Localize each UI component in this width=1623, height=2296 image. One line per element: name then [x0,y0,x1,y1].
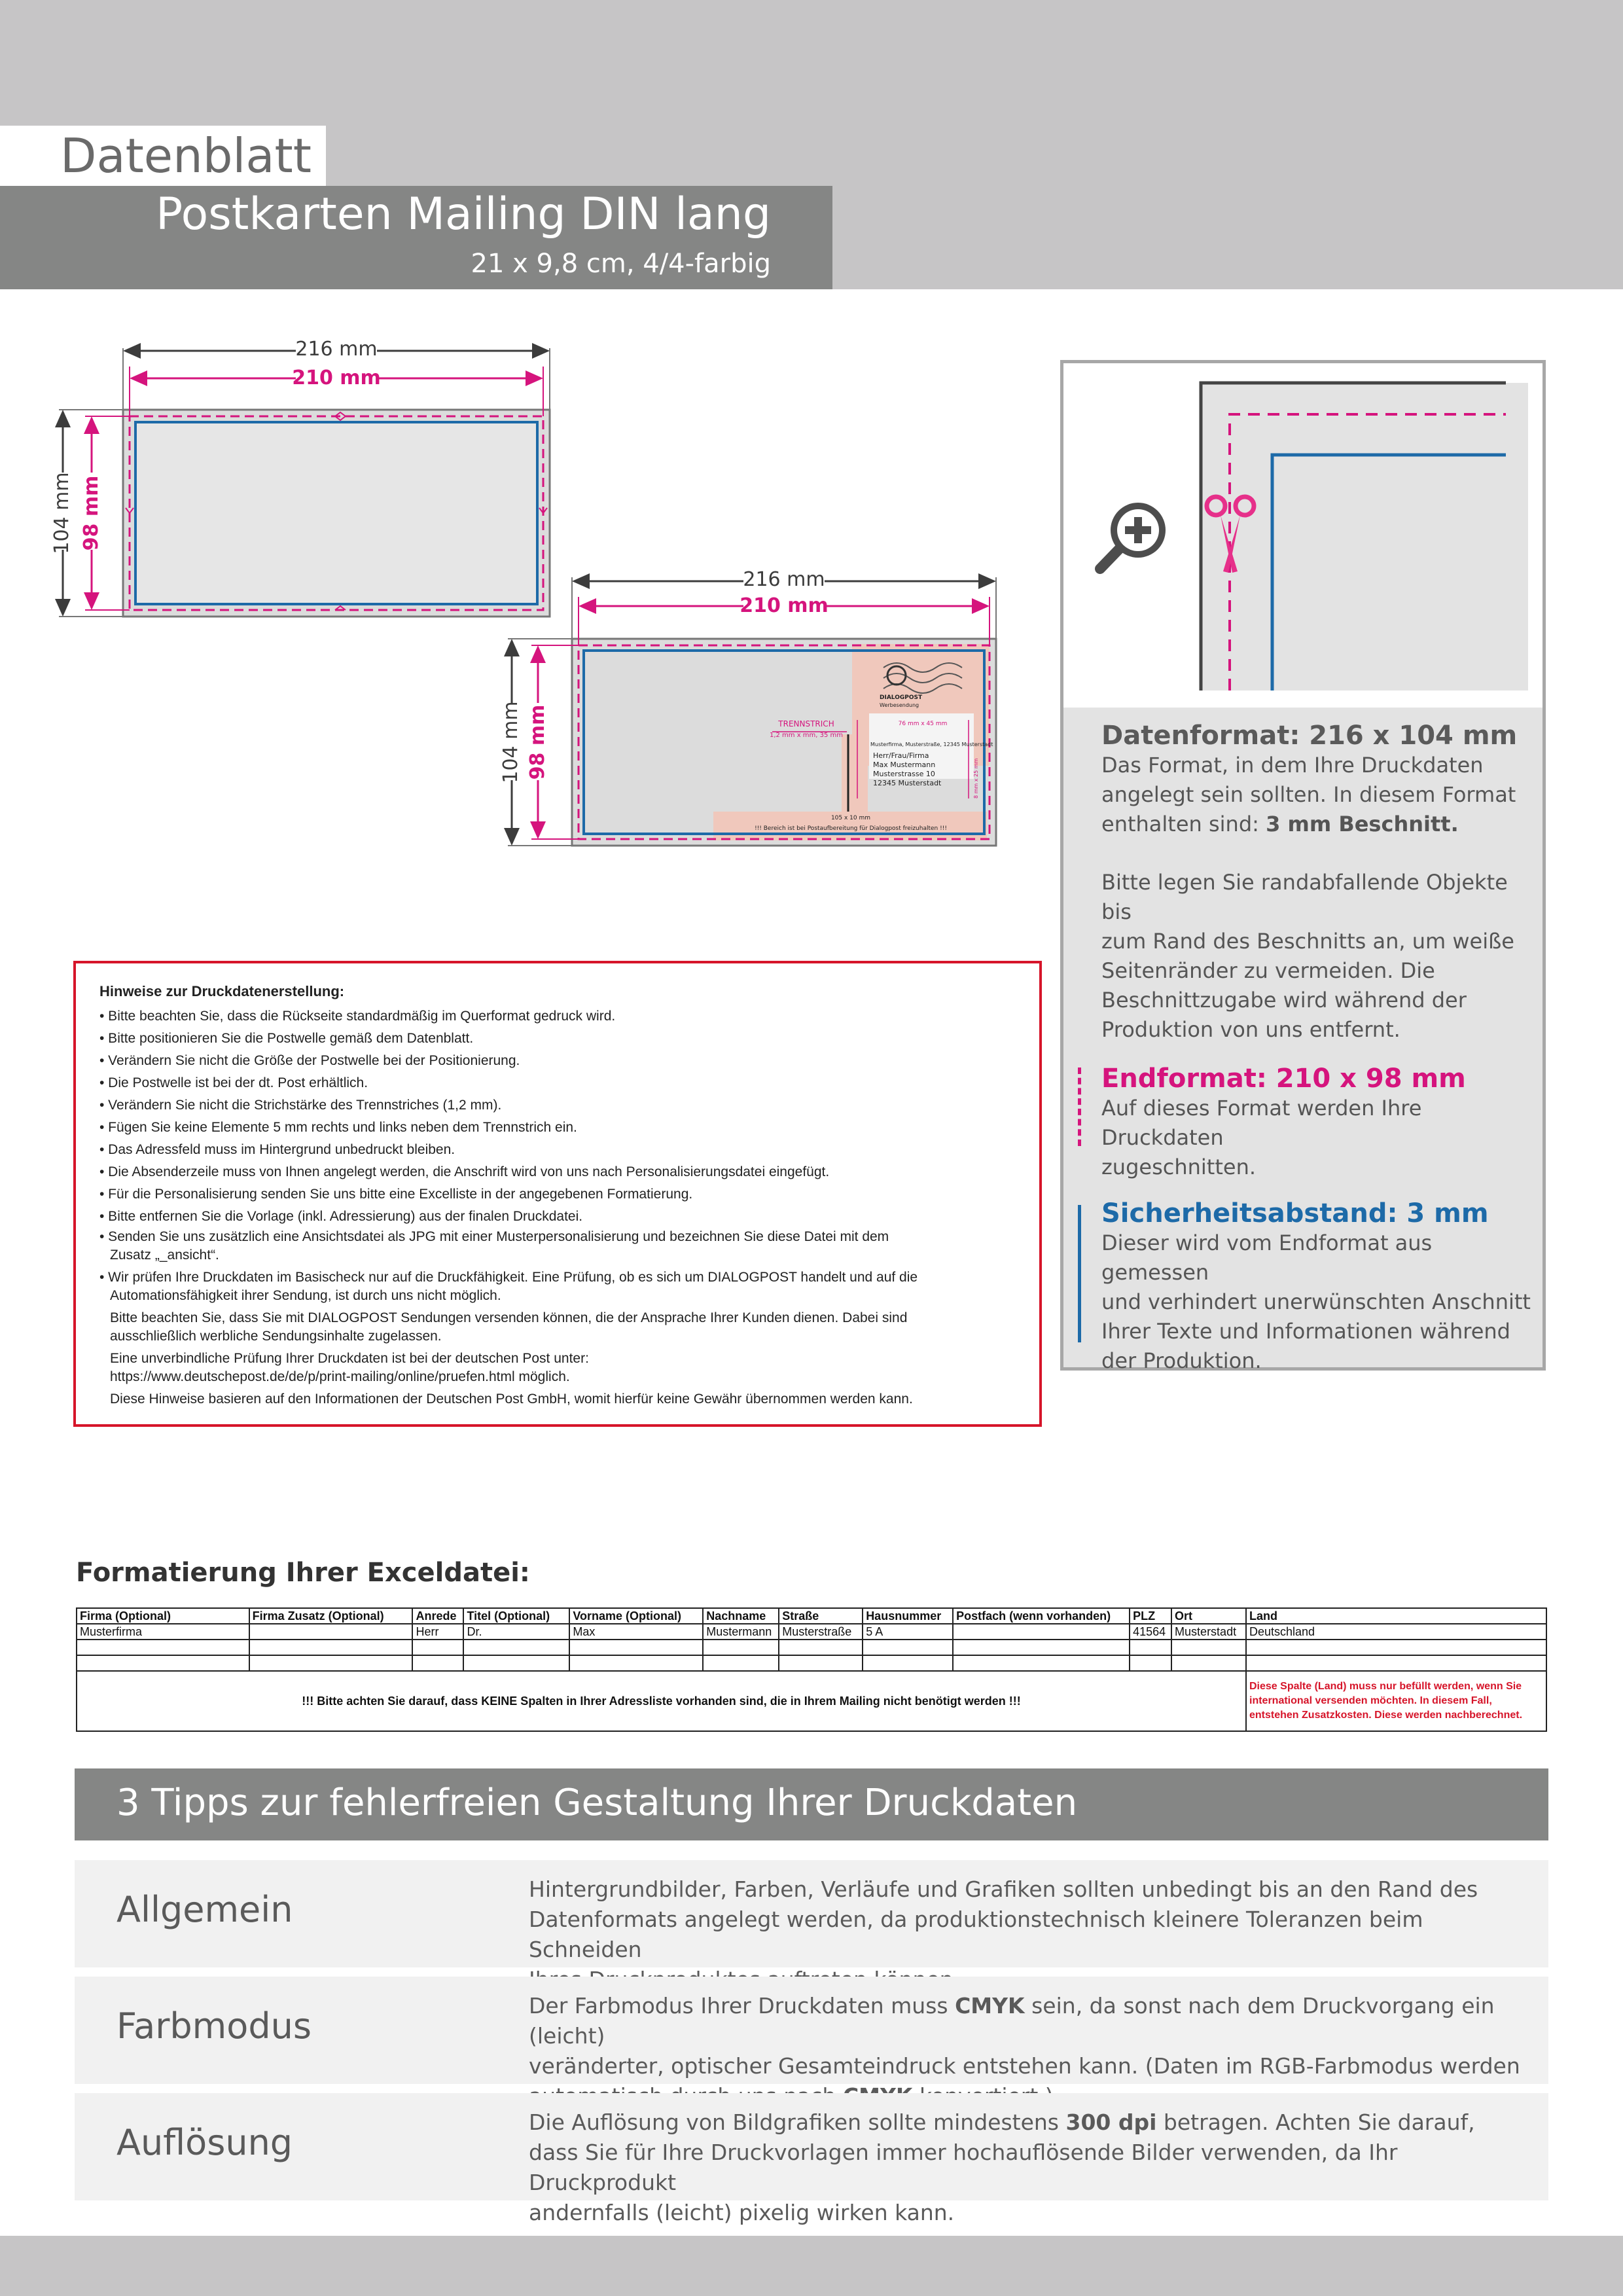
footer-dim: 105 x 10 mm [830,815,871,821]
excel-header-cell: Ort [1171,1608,1246,1624]
bleed-line-2: zum Rand des Beschnitts an, um weiße [1101,929,1514,954]
back-outer-height: 104 mm [499,701,522,783]
excel-cell: Herr [412,1624,463,1640]
hint-item: • Bitte entfernen Sie die Vorlage (inkl. Adressierung) aus der finalen Druckdatei. [99,1209,583,1224]
hints-title: Hinweise zur Druckdatenerstellung: [99,983,345,999]
sicherheit-line-3: Ihrer Texte und Informationen während [1101,1319,1510,1344]
tip-line: veränderter, optischer Gesamteindruck entstehen kann. (Daten im RGB-Farbmodus werden [529,2053,1520,2079]
excel-header-cell: Titel (Optional) [463,1608,569,1624]
datenformat-bold: 3 mm Beschnitt. [1266,812,1459,836]
excel-cell: Musterfirma [77,1624,249,1640]
hint-item: • Bitte beachten Sie, dass die Rückseite standardmäßig im Querformat gedruck wird. [99,1009,616,1024]
datenformat-line-2: angelegt sein sollten. In diesem Format [1101,782,1516,807]
excel-cell [249,1624,413,1640]
excel-header-cell: Vorname (Optional) [569,1608,703,1624]
tip-line: andernfalls (leicht) pixelig wirken kann. [529,2200,955,2225]
address-dim: 8 mm x 25 mm [973,758,979,798]
back-outer-width: 216 mm [743,568,825,591]
front-outer-width: 216 mm [295,338,378,361]
address-line-1: Herr/Frau/Firma [873,751,929,760]
hint-extra: Eine unverbindliche Prüfung Ihrer Druckdaten ist bei der deutschen Post unter: [110,1351,589,1366]
hint-extra: Diese Hinweise basieren auf den Informationen der Deutschen Post GmbH, womit hierfür keine Gewähr übernommen werden kann. [110,1391,913,1407]
hint-extra: Bitte beachten Sie, dass Sie mit DIALOGPOST Sendungen versenden können, die der Ansprache Ihrer Kunden dienen. Dabei sind [110,1310,908,1325]
postwelle-sub: Werbesendung [880,702,919,708]
sicherheit-line-2: und verhindert unerwünschten Anschnitt [1101,1289,1531,1314]
hint-item-check-cont: Automationsfähigkeit ihrer Sendung, ist durch uns nicht möglich. [110,1288,501,1303]
excel-empty-row [77,1655,1546,1671]
hint-link: https://www.deutschepost.de/de/p/print-mailing/online/pruefen.html möglich. [110,1369,570,1384]
excel-header-cell: Firma Zusatz (Optional) [249,1608,413,1624]
address-line-4: 12345 Musterstadt [873,779,942,787]
endformat-heading: Endformat: 210 x 98 mm [1101,1064,1466,1094]
tip-label: Allgemein [116,1889,293,1930]
endformat-line-1: Auf dieses Format werden Ihre Druckdaten [1101,1096,1422,1150]
excel-header-cell: Firma (Optional) [77,1608,249,1624]
hint-item-check: • Wir prüfen Ihre Druckdaten im Basischeck nur auf die Druckfähigkeit. Eine Prüfung, ob es sich um DIALOGPOST handelt und auf die [99,1270,918,1285]
excel-cell: Dr. [463,1624,569,1640]
excel-empty-row [77,1640,1546,1655]
tips-title: 3 Tipps zur fehlerfreien Gestaltung Ihrer Druckdaten [116,1782,1078,1824]
excel-header-cell: Hausnummer [863,1608,953,1624]
hint-item: • Das Adressfeld muss im Hintergrund unbedruckt bleiben. [99,1142,455,1157]
back-inner-height: 98 mm [526,704,549,780]
address-line-3: Musterstrasse 10 [873,770,935,778]
bleed-line-3: Seitenränder zu vermeiden. Die [1101,958,1435,983]
tip-line: dass Sie für Ihre Druckvorlagen immer hochauflösende Bilder verwenden, da Ihr Druckprodukt [529,2140,1398,2195]
magnifier-plus-icon [1100,503,1166,569]
excel-header-cell: Land [1246,1608,1546,1624]
title-bar [0,186,832,289]
excel-cell: Musterstraße [779,1624,863,1640]
tip-label: Auflösung [116,2122,293,2163]
hints-box [73,961,1042,1427]
endformat-line-2: zugeschnitten. [1101,1155,1257,1179]
back-inner-width: 210 mm [740,594,829,617]
tips-heading-bar [75,1768,1548,1840]
sicherheit-line-4: der Produktion. [1101,1348,1262,1373]
datenformat-line-3-text: enthalten sind: [1101,812,1266,836]
excel-cell: Musterstadt [1171,1624,1246,1640]
tip-bold: CMYK [955,1993,1025,2018]
tip-span: betragen. Achten Sie darauf, [1156,2109,1475,2135]
front-inner-height: 98 mm [80,475,103,551]
excel-header-cell: Straße [779,1608,863,1624]
postwelle-dim: 76 mm x 45 mm [898,721,948,727]
excel-note: !!! Bitte achten Sie darauf, dass KEINE Spalten in Ihrer Adressliste vorhanden sind, die in Ihrem Mailing nicht benötigt werden !!! [77,1671,1246,1731]
hint-item: • Die Absenderzeile muss von Ihnen angelegt werden, die Anschrift wird von uns nach Personalisierungsdatei eingefügt. [99,1164,830,1179]
excel-cell [953,1624,1130,1640]
excel-header-cell: PLZ [1130,1608,1171,1624]
datenformat-heading: Datenformat: 216 x 104 mm [1101,721,1518,751]
footer-band [0,2236,1623,2296]
postwelle-label: DIALOGPOST [880,694,923,701]
tip-span: Die Auflösung von Bildgrafiken sollte mindestens [529,2109,1066,2135]
page-title: Postkarten Mailing DIN lang [156,188,771,240]
tip-label: Farbmodus [116,2005,312,2047]
hint-item: • Für die Personalisierung senden Sie uns bitte eine Excelliste in der angegebenen Formatierung. [99,1187,693,1202]
page-subtitle: 21 x 9,8 cm, 4/4-farbig [471,249,771,279]
excel-cell: 5 A [863,1624,953,1640]
front-inner-width: 210 mm [292,367,381,389]
address-line-2: Max Mustermann [873,761,936,769]
excel-header-cell: Nachname [703,1608,779,1624]
zoom-detail [1063,363,1543,708]
sender-line: Musterfirma, Musterstraße, 12345 Musterstadt [870,742,993,747]
tip-allgemein [75,1860,1548,1967]
tip-line: Datenformats angelegt werden, da produktionstechnisch kleinere Toleranzen beim Schneiden [529,1907,1423,1962]
excel-cell: Deutschland [1246,1624,1546,1640]
excel-cell: Max [569,1624,703,1640]
tip-line: Hintergrundbilder, Farben, Verläufe und Grafiken sollten unbedingt bis an den Rand des [529,1876,1478,1902]
hint-item-jpg: • Senden Sie uns zusätzlich eine Ansichtsdatei als JPG mit einer Musterpersonalisierung und bezeichnen Sie diese Datei mit dem [99,1229,889,1244]
excel-table [76,1607,1547,1732]
endformat-marker [1078,1067,1081,1146]
footer-note: !!! Bereich ist bei Postaufbereitung für Dialogpost freizuhalten !!! [755,825,947,832]
sicherheit-heading: Sicherheitsabstand: 3 mm [1101,1198,1489,1229]
tip-aufloesung [75,2093,1548,2225]
excel-country-note: Diese Spalte (Land) muss nur befüllt werden, wenn Sie international versenden möchten. In diesem Fall, entstehen Zusatzkosten. Diese werden nachberechnet. [1246,1671,1546,1731]
trennstrich-label: TRENNSTRICH [778,719,834,728]
hint-item: • Fügen Sie keine Elemente 5 mm rechts und links neben dem Trennstrich ein. [99,1120,577,1135]
tip-bold: 300 dpi [1065,2109,1157,2135]
hint-item: • Verändern Sie nicht die Strichstärke des Trennstriches (1,2 mm). [99,1098,502,1113]
hint-extra-cont: ausschließlich werbliche Sendungsinhalte zugelassen. [110,1329,442,1344]
hint-item: • Bitte positionieren Sie die Postwelle gemäß dem Datenblatt. [99,1031,474,1046]
tip-span: Der Farbmodus Ihrer Druckdaten muss [529,1993,955,2018]
hints-list [99,1005,1022,1408]
front-outer-height: 104 mm [50,472,73,554]
datenformat-line-3 [1101,810,1520,839]
hint-item: • Die Postwelle ist bei der dt. Post erhältlich. [99,1075,368,1090]
format-diagram [0,327,1047,877]
excel-cell: 41564 [1130,1624,1171,1640]
trennstrich-dim: 1,2 mm x mm, 35 mm [769,732,844,739]
datenblatt-tab [0,126,326,186]
datenblatt-label: Datenblatt [60,128,312,183]
info-panel [1060,360,1546,1371]
hint-item: • Verändern Sie nicht die Größe der Postwelle bei der Positionierung. [99,1053,520,1068]
excel-header-cell: Anrede [412,1608,463,1624]
tip-text [529,2108,1524,2228]
tip-line [529,2108,1524,2138]
tip-farbmodus [75,1977,1548,2084]
bleed-line-1: Bitte legen Sie randabfallende Objekte bis [1101,870,1508,924]
bleed-line-5: Produktion von uns entfernt. [1101,1017,1400,1042]
excel-header-cell: Postfach (wenn vorhanden) [953,1608,1130,1624]
tip-line [529,1991,1524,2051]
excel-example-row [77,1624,1546,1640]
excel-title: Formatierung Ihrer Exceldatei: [76,1558,530,1588]
sicherheit-line-1: Dieser wird vom Endformat aus gemessen [1101,1230,1433,1285]
zoom-illustration [1063,363,1543,708]
sicherheit-marker [1078,1205,1081,1342]
bleed-line-4: Beschnittzugabe wird während der [1101,988,1467,1013]
excel-header-row [77,1608,1546,1624]
datenformat-line-1: Das Format, in dem Ihre Druckdaten [1101,753,1484,778]
excel-note-row [77,1671,1546,1731]
excel-cell: Mustermann [703,1624,779,1640]
tip-span: sein, da sonst nach dem Druckvorgang ein (leicht) [529,1993,1495,2049]
hint-item-jpg-cont: Zusatz „_ansicht“. [110,1247,219,1263]
